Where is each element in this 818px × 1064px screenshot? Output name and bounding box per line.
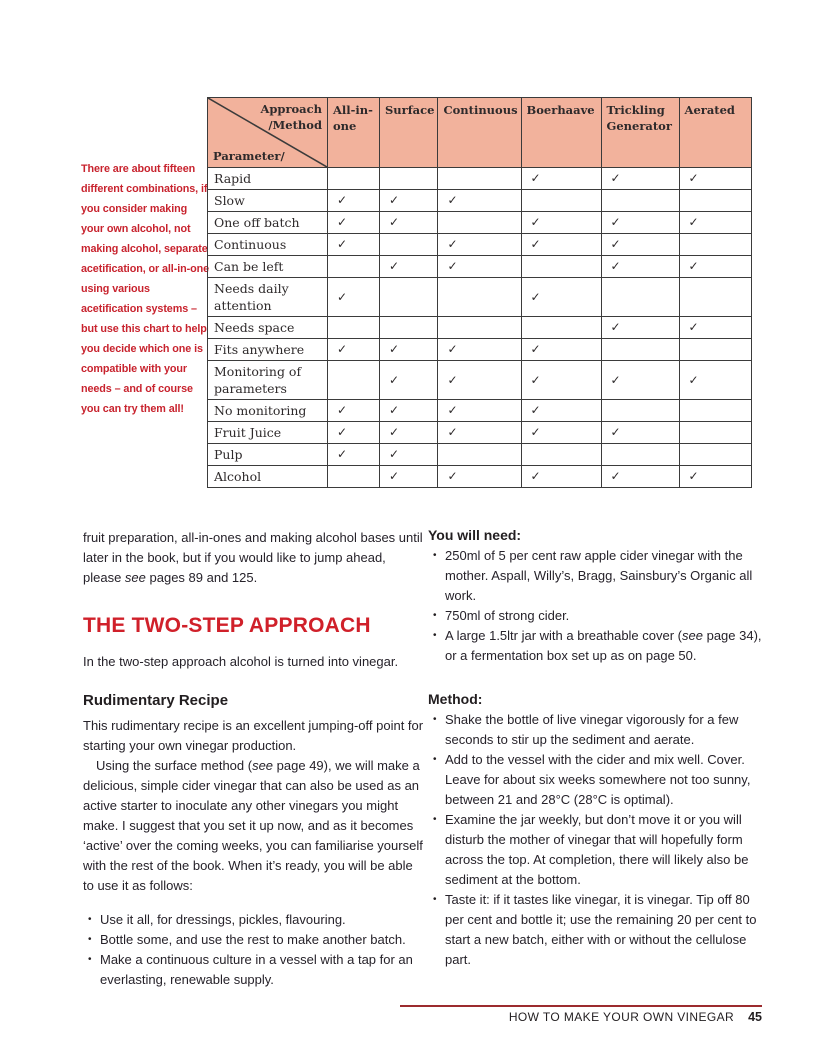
- empty-cell: [438, 168, 521, 190]
- parameter-label: Can be left: [208, 256, 328, 278]
- empty-cell: [679, 400, 751, 422]
- column-header-continuous: Continuous: [438, 98, 521, 168]
- checkmark-cell: ✓: [601, 317, 679, 339]
- list-item: • Bottle some, and use the rest to make another batch.: [83, 930, 425, 950]
- checkmark-cell: ✓: [380, 466, 438, 488]
- empty-cell: [601, 190, 679, 212]
- corner-parameter-text: Parameter/: [213, 149, 285, 163]
- checkmark-cell: ✓: [601, 361, 679, 400]
- empty-cell: [679, 234, 751, 256]
- checkmark-cell: ✓: [521, 422, 601, 444]
- you-will-need-heading: You will need:: [428, 527, 522, 543]
- table-row: [208, 278, 752, 317]
- table-row: [208, 444, 752, 466]
- section-intro: In the two-step approach alcohol is turned into vinegar.: [83, 654, 399, 669]
- running-header: HOW TO MAKE YOUR OWN VINEGAR: [508, 1010, 735, 1024]
- checkmark-cell: ✓: [328, 339, 380, 361]
- empty-cell: [438, 278, 521, 317]
- method-list: [428, 710, 762, 970]
- empty-cell: [679, 422, 751, 444]
- footer-rule: [400, 1005, 762, 1007]
- usage-list: [83, 910, 425, 990]
- parameter-label: No monitoring: [208, 400, 328, 422]
- table-row: [208, 234, 752, 256]
- table-row: [208, 256, 752, 278]
- list-item: • 250ml of 5 per cent raw apple cider vinegar with the mother. Aspall, Willy’s, Bragg, Sainsbury’s Organic all work.: [428, 546, 762, 606]
- checkmark-cell: ✓: [438, 466, 521, 488]
- checkmark-cell: ✓: [380, 400, 438, 422]
- table-row: [208, 422, 752, 444]
- table-row: [208, 168, 752, 190]
- checkmark-cell: ✓: [679, 361, 751, 400]
- table-row: [208, 317, 752, 339]
- corner-method-text: /Method: [268, 118, 322, 132]
- page-footer: [400, 1010, 762, 1024]
- column-header-all-in-one: All-in-one: [328, 98, 380, 168]
- parameter-label: Needs space: [208, 317, 328, 339]
- parameter-label: Continuous: [208, 234, 328, 256]
- checkmark-cell: ✓: [380, 422, 438, 444]
- checkmark-cell: ✓: [380, 256, 438, 278]
- checkmark-cell: ✓: [679, 212, 751, 234]
- list-item: • 750ml of strong cider.: [428, 606, 762, 626]
- parameter-label: Monitoring of parameters: [208, 361, 328, 400]
- checkmark-cell: ✓: [521, 212, 601, 234]
- list-item: • Add to the vessel with the cider and mix well. Cover. Leave for about six weeks somewhere not too sunny, between 21 and 28°C (28°C is optimal).: [428, 750, 762, 810]
- column-header-surface: Surface: [380, 98, 438, 168]
- empty-cell: [521, 444, 601, 466]
- empty-cell: [601, 444, 679, 466]
- column-header-boerhaave: Boerhaave: [521, 98, 601, 168]
- checkmark-cell: ✓: [380, 190, 438, 212]
- table-row: [208, 361, 752, 400]
- checkmark-cell: ✓: [601, 466, 679, 488]
- page-number: 45: [748, 1010, 762, 1024]
- empty-cell: [521, 190, 601, 212]
- parameter-label: Fits anywhere: [208, 339, 328, 361]
- checkmark-cell: ✓: [679, 256, 751, 278]
- checkmark-cell: ✓: [380, 444, 438, 466]
- intro-paragraph: fruit preparation, all-in-ones and making alcohol bases until later in the book, but if you would like to jump ahead, please see pages 89 and 125.: [83, 530, 423, 585]
- checkmark-cell: ✓: [679, 317, 751, 339]
- empty-cell: [380, 278, 438, 317]
- recipe-paragraph-2: Using the surface method (see page 49), we will make a delicious, simple cider vinegar that can also be used as an active starter to inoculate any other vinegars you might make. I suggest that you set it up now, and as it becomes ‘active’ over the coming weeks, you can familiarise yourself with the rest of the book. When it’s ready, you will be able to use it as follows:: [83, 758, 423, 893]
- parameter-label: Pulp: [208, 444, 328, 466]
- table-row: [208, 212, 752, 234]
- list-item: • Make a continuous culture in a vessel with a tap for an everlasting, renewable supply.: [83, 950, 425, 990]
- checkmark-cell: ✓: [601, 256, 679, 278]
- empty-cell: [679, 339, 751, 361]
- checkmark-cell: ✓: [438, 234, 521, 256]
- approach-method-table: [207, 97, 752, 488]
- empty-cell: [601, 400, 679, 422]
- checkmark-cell: ✓: [521, 278, 601, 317]
- empty-cell: [438, 444, 521, 466]
- empty-cell: [328, 256, 380, 278]
- table-header-row: [208, 98, 752, 168]
- recipe-heading: Rudimentary Recipe: [83, 692, 229, 709]
- column-header-trickling-generator: Trickling Generator: [601, 98, 679, 168]
- column-header-aerated: Aerated: [679, 98, 751, 168]
- empty-cell: [328, 317, 380, 339]
- list-item: • A large 1.5ltr jar with a breathable cover (see page 34), or a fermentation box set up as on page 50.: [428, 626, 762, 666]
- checkmark-cell: ✓: [679, 466, 751, 488]
- checkmark-cell: ✓: [380, 361, 438, 400]
- table-row: [208, 190, 752, 212]
- checkmark-cell: ✓: [601, 234, 679, 256]
- checkmark-cell: ✓: [328, 422, 380, 444]
- empty-cell: [438, 212, 521, 234]
- checkmark-cell: ✓: [438, 256, 521, 278]
- empty-cell: [601, 339, 679, 361]
- table-row: [208, 400, 752, 422]
- table-row: [208, 339, 752, 361]
- empty-cell: [328, 168, 380, 190]
- corner-approach-method-label: [260, 101, 322, 133]
- empty-cell: [679, 278, 751, 317]
- empty-cell: [328, 466, 380, 488]
- empty-cell: [380, 317, 438, 339]
- checkmark-cell: ✓: [380, 212, 438, 234]
- table-corner-cell: [208, 98, 328, 168]
- parameter-label: Needs daily attention: [208, 278, 328, 317]
- checkmark-cell: ✓: [380, 339, 438, 361]
- checkmark-cell: ✓: [601, 168, 679, 190]
- checkmark-cell: ✓: [601, 422, 679, 444]
- parameter-label: Slow: [208, 190, 328, 212]
- empty-cell: [521, 317, 601, 339]
- parameter-label: One off batch: [208, 212, 328, 234]
- list-item: • Examine the jar weekly, but don’t move it or you will disturb the mother of vinegar that will hopefully form across the top. At completion, there will likely also be sediment at the bottom.: [428, 810, 762, 890]
- ingredients-list: [428, 546, 762, 666]
- method-heading: Method:: [428, 691, 483, 707]
- right-text-column: [428, 526, 762, 970]
- empty-cell: [380, 168, 438, 190]
- checkmark-cell: ✓: [328, 234, 380, 256]
- checkmark-cell: ✓: [521, 339, 601, 361]
- empty-cell: [601, 278, 679, 317]
- checkmark-cell: ✓: [679, 168, 751, 190]
- list-item: • Use it all, for dressings, pickles, flavouring.: [83, 910, 425, 930]
- checkmark-cell: ✓: [328, 190, 380, 212]
- empty-cell: [438, 317, 521, 339]
- empty-cell: [679, 190, 751, 212]
- list-item: • Taste it: if it tastes like vinegar, it is vinegar. Tip off 80 per cent and bottle it; use the remaining 20 per cent to start a new batch, either with or without the cellulose part.: [428, 890, 762, 970]
- recipe-paragraph-1: This rudimentary recipe is an excellent jumping-off point for starting your own vinegar production.: [83, 718, 424, 753]
- parameter-label: Rapid: [208, 168, 328, 190]
- checkmark-cell: ✓: [521, 400, 601, 422]
- checkmark-cell: ✓: [328, 212, 380, 234]
- checkmark-cell: ✓: [438, 400, 521, 422]
- checkmark-cell: ✓: [438, 190, 521, 212]
- checkmark-cell: ✓: [438, 422, 521, 444]
- empty-cell: [328, 361, 380, 400]
- checkmark-cell: ✓: [328, 444, 380, 466]
- checkmark-cell: ✓: [328, 400, 380, 422]
- checkmark-cell: ✓: [328, 278, 380, 317]
- empty-cell: [679, 444, 751, 466]
- margin-note: There are about fifteen different combinations, if you consider making your own alcohol, not making alcohol, separate acetification, or all-in-one using various acetification systems – but use this chart to help you decide which one is compatible with your needs – and of course you can try them all!: [81, 163, 209, 415]
- table-row: [208, 466, 752, 488]
- parameter-label: Fruit Juice: [208, 422, 328, 444]
- checkmark-cell: ✓: [521, 234, 601, 256]
- empty-cell: [380, 234, 438, 256]
- checkmark-cell: ✓: [521, 361, 601, 400]
- checkmark-cell: ✓: [438, 361, 521, 400]
- checkmark-cell: ✓: [438, 339, 521, 361]
- parameter-label: Alcohol: [208, 466, 328, 488]
- empty-cell: [521, 256, 601, 278]
- table-body: [208, 168, 752, 488]
- left-text-column: [83, 528, 425, 990]
- checkmark-cell: ✓: [521, 466, 601, 488]
- section-heading: THE TWO-STEP APPROACH: [83, 614, 371, 637]
- list-item: • Shake the bottle of live vinegar vigorously for a few seconds to stir up the sediment and aerate.: [428, 710, 762, 750]
- corner-approach-text: Approach: [260, 102, 322, 116]
- checkmark-cell: ✓: [521, 168, 601, 190]
- checkmark-cell: ✓: [601, 212, 679, 234]
